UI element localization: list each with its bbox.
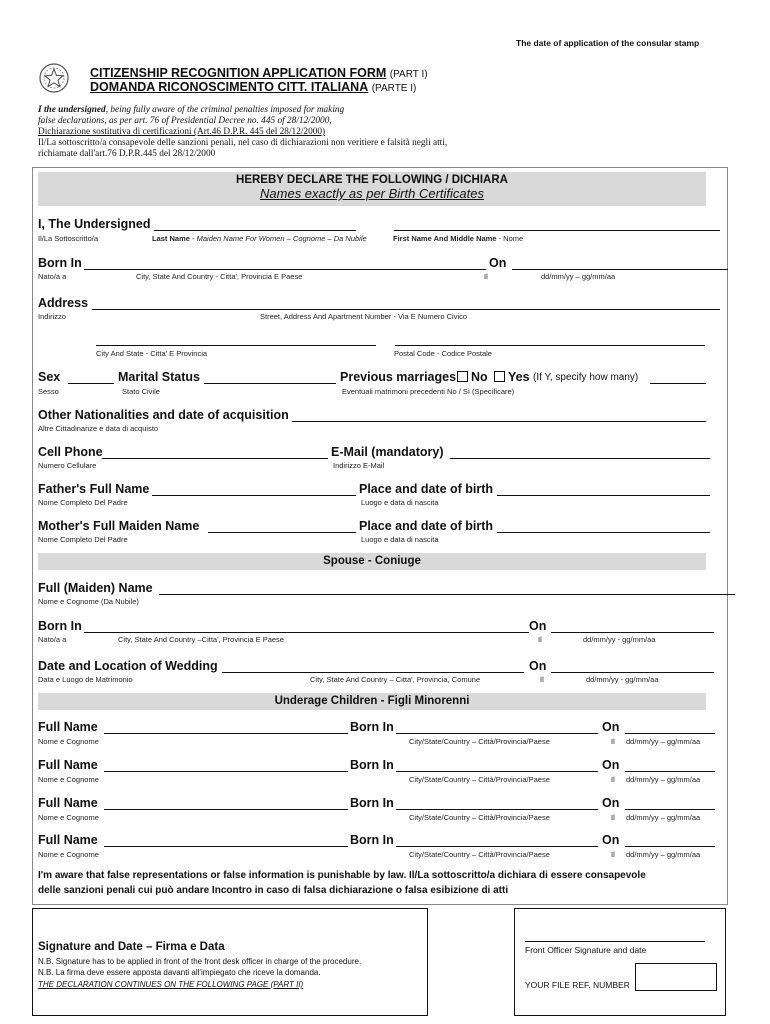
child-3-name-label: Full Name [38,796,98,810]
child-1-name-label: Full Name [38,720,98,734]
children-heading: Underage Children - Figli Minorenni [38,693,706,710]
undersigned-label: I, The Undersigned [38,217,151,231]
firstname-sub: First Name And Middle Name - Nome [393,234,524,243]
lastname-sub: Last Name - Maiden Name For Women – Cognome – Da Nubile [152,234,367,243]
child-2-on-label: On [602,758,620,772]
child-2-born-label: Born In [350,758,394,772]
child-2-name-input[interactable] [104,771,348,772]
child-1-il-sub: Il [611,737,615,746]
email-label: E-Mail (mandatory) [331,445,444,459]
aware-text [38,868,646,898]
intro-line-1: I the undersigned, being fully aware of the criminal penalties imposed for making [38,105,345,115]
spouse-date-sub: dd/mm/yy - gg/mm/aa [583,635,656,644]
yes-checkbox[interactable] [494,371,505,382]
wedding-place-input[interactable] [222,672,524,673]
child-3-date-sub: dd/mm/yy – gg/mm/aa [626,813,701,822]
signature-nb-2: N.B. La firma deve essere apposta davanti all'impiegato che riceve la domanda. [38,968,321,977]
no-label: No [471,370,488,384]
italian-emblem-icon [38,62,70,94]
altre-sub: Altre Cittadinanze e data di acquisto [38,424,159,433]
marital-label: Marital Status [118,370,200,384]
officer-sig-label: Front Officer Signature and date [525,945,647,955]
city-sub: City, State And Country - Citta', Provincia E Paese [136,272,303,281]
spouse-city-sub: City, State And Country –Citta', Provincia E Paese [118,635,284,644]
mother-sub: Nome Completo Del Padre [38,535,128,544]
child-1-born-label: Born In [350,720,394,734]
declare-subtitle: Names exactly as per Birth Certificates [260,186,484,201]
officer-signature-line[interactable] [525,941,705,942]
form-title-english [90,66,428,80]
child-1-on-label: On [602,720,620,734]
stato-sub: Stato Civile [122,387,160,396]
child-4-name-input[interactable] [104,846,348,847]
child-4-birthplace-input[interactable] [396,846,598,847]
street-sub: Street, Address And Apartment Number - Via E Numero Civico [260,312,468,321]
child-1-nome-sub: Nome e Cognome [38,737,99,746]
nato-sub: Nato/a a [38,272,67,281]
child-3-nome-sub: Nome e Cognome [38,813,99,822]
spouse-birthplace-input[interactable] [84,632,529,633]
child-3-il-sub: Il [611,813,615,822]
postal-code-input[interactable] [395,345,705,346]
email-sub: Indirizzo E-Mail [333,461,385,470]
spouse-birthdate-input[interactable] [551,632,714,633]
file-ref-input[interactable] [635,963,717,991]
wedding-city-sub: City, State And Country – Citta', Provincia, Comune [310,675,481,684]
stamp-note: The date of application of the consular stamp [516,38,700,48]
marital-input[interactable] [204,383,336,384]
child-4-il-sub: Il [611,850,615,859]
child-3-born-label: Born In [350,796,394,810]
spouse-name-input[interactable] [159,594,735,595]
intro-line-2: false declarations, as per art. 76 of Presidential Decree no. 445 of 28/12/2000, [38,116,332,126]
title-it: DOMANDA RICONOSCIMENTO CITT. ITALIANA [90,80,369,94]
wedding-il-sub: Il [540,675,544,684]
declare-heading [38,172,706,206]
child-2-city-sub: City/State/Country – Città/Provincia/Paese [409,775,550,784]
mother-birth-input[interactable] [497,532,710,533]
no-checkbox[interactable] [457,371,468,382]
wedding-on-label: On [529,659,547,673]
mother-luogo-sub: Luogo e data di nascita [361,535,439,544]
part-en: (PART I) [389,69,428,80]
child-2-birthplace-input[interactable] [396,771,598,772]
intro-line-4: Il/La sottoscritto/a consapevole delle sanzioni penali, nel caso di dichiarazioni non veritiere e falsità negli atti, [38,138,448,148]
child-2-il-sub: Il [611,775,615,784]
father-label: Father's Full Name [38,482,150,496]
birthdate-input[interactable] [512,269,728,270]
other-nat-label: Other Nationalities and date of acquisition [38,408,289,422]
on-label: On [489,256,507,270]
wedding-date-sub: dd/mm/yy - gg/mm/aa [586,675,659,684]
firstname-input[interactable] [394,230,720,231]
date-sub: dd/mm/yy – gg/mm/aa [541,272,616,281]
yes-note: (If Y, specify how many) [533,372,639,383]
email-input[interactable] [450,458,710,459]
mother-label: Mother's Full Maiden Name [38,519,200,533]
sesso-sub: Sesso [38,387,59,396]
child-4-born-label: Born In [350,833,394,847]
eventuali-sub: Eventuali matrimoni precedenti No / Sì (Specificare) [342,387,515,396]
child-4-date-sub: dd/mm/yy – gg/mm/aa [626,850,701,859]
prev-marriages-label: Previous marriages [340,370,457,384]
cell-sub: Numero Cellulare [38,461,97,470]
undersigned-sub: Il/La Sottoscritto/a [38,234,99,243]
how-many-input[interactable] [650,383,706,384]
intro-line-5: richiamate dall'art.76 D.P.R.445 del 28/12/2000 [38,149,216,159]
lastname-input[interactable] [154,230,356,231]
born-in-label: Born In [38,256,82,270]
child-3-on-label: On [602,796,620,810]
father-birth-input[interactable] [497,495,710,496]
signature-title: Signature and Date – Firma e Data [38,941,225,953]
father-input[interactable] [152,495,356,496]
child-4-on-label: On [602,833,620,847]
other-nat-input[interactable] [292,421,706,422]
child-3-birthdate-input[interactable] [625,809,715,810]
child-2-nome-sub: Nome e Cognome [38,775,99,784]
street-input[interactable] [92,309,720,310]
child-2-birthdate-input[interactable] [625,771,715,772]
birthplace-input[interactable] [84,269,486,270]
signature-nb-1: N.B. Signature has to be applied in front of the front desk officer in charge of the procedure. [38,957,362,966]
father-sub: Nome Completo Del Padre [38,498,128,507]
spouse-name-label: Full (Maiden) Name [38,581,153,595]
child-3-name-input[interactable] [104,809,348,810]
child-1-birthplace-input[interactable] [396,733,598,734]
intro-text [38,105,447,160]
child-4-name-label: Full Name [38,833,98,847]
child-1-name-input[interactable] [104,733,348,734]
part-it: (PARTE I) [371,83,417,94]
wedding-date-input[interactable] [551,672,714,673]
spouse-born-label: Born In [38,619,82,633]
spouse-nato-sub: Nato/a a [38,635,67,644]
yes-label: Yes [508,370,530,384]
wedding-sub: Data e Luogo de Matrimonio [38,675,133,684]
intro-line-3: Dichiarazione sostitutiva di certificazioni (Art.46 D.P.R. 445 del 28/12/2000) [38,127,326,137]
city-state-input[interactable] [96,345,376,346]
mother-birth-label: Place and date of birth [359,519,494,533]
child-4-birthdate-input[interactable] [625,846,715,847]
title-en: CITIZENSHIP RECOGNITION APPLICATION FORM [90,66,387,80]
spouse-heading: Spouse - Coniuge [38,553,706,570]
spouse-on-label: On [529,619,547,633]
child-2-name-label: Full Name [38,758,98,772]
citystate-sub: City And State - Citta' E Provincia [96,349,208,358]
child-1-city-sub: City/State/Country – Città/Provincia/Paese [409,737,550,746]
child-3-birthplace-input[interactable] [396,809,598,810]
child-1-date-sub: dd/mm/yy – gg/mm/aa [626,737,701,746]
wedding-label: Date and Location of Wedding [38,659,218,673]
indirizzo-sub: Indirizzo [38,312,66,321]
form-title-italian [90,80,416,94]
spouse-il-sub: Il [538,635,542,644]
child-4-city-sub: City/State/Country – Città/Provincia/Paese [409,850,550,859]
aware-line-2: delle sanzioni penali cui può andare Incontro in caso di falsa dichiarazione o falsa esibizione di atti [38,885,509,896]
child-2-date-sub: dd/mm/yy – gg/mm/aa [626,775,701,784]
cell-label: Cell Phone [38,445,103,459]
postal-sub: Postal Code - Codice Postale [394,349,492,358]
mother-input[interactable] [208,532,356,533]
address-label: Address [38,296,89,310]
child-4-nome-sub: Nome e Cognome [38,850,99,859]
father-luogo-sub: Luogo e data di nascita [361,498,439,507]
file-ref-label: YOUR FILE REF. NUMBER [525,980,630,990]
declare-title: HEREBY DECLARE THE FOLLOWING / DICHIARA [236,174,508,186]
spouse-name-sub: Nome e Cognome (Da Nubile) [38,597,139,606]
child-1-birthdate-input[interactable] [625,733,715,734]
father-birth-label: Place and date of birth [359,482,494,496]
officer-box [514,908,726,1016]
sex-input[interactable] [68,383,114,384]
child-3-city-sub: City/State/Country – Città/Provincia/Paese [409,813,550,822]
sex-label: Sex [38,370,61,384]
il-sub: Il [484,272,488,281]
cell-input[interactable] [102,458,328,459]
aware-line-1: I'm aware that false representations or false information is punishable by law. Il/La sottoscritto/a dichiara di essere consapevole [38,870,646,881]
signature-continues: THE DECLARATION CONTINUES ON THE FOLLOWING PAGE (PART II) [38,980,304,989]
